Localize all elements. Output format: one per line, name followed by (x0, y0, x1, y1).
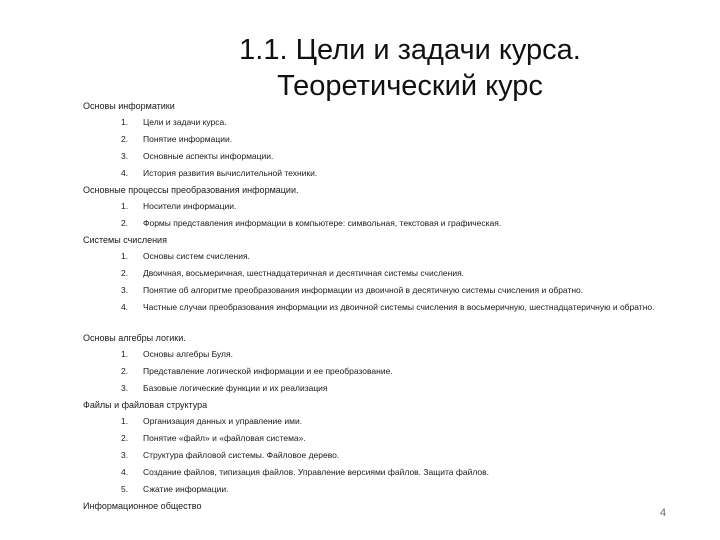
section-heading: Информационное общество (83, 501, 202, 511)
list-item-number: 5. (121, 484, 129, 494)
list-item-text: Структура файловой системы. Файловое дерево. (143, 450, 340, 460)
list-item (83, 217, 683, 234)
list-item (83, 365, 683, 382)
section-heading: Файлы и файловая структура (83, 400, 208, 410)
list-item-number: 2. (121, 268, 129, 278)
list-item-text: Цели и задачи курса. (143, 117, 227, 127)
list-item-text: Создание файлов, типизация файлов. Управление версиями файлов. Защита файлов. (143, 467, 490, 477)
list-item (83, 382, 683, 399)
list-item-text: Организация данных и управление ими. (143, 416, 303, 426)
list-item-text: Носители информации. (143, 201, 237, 211)
list-item-number: 2. (121, 433, 129, 443)
section-heading: Основы алгебры логики. (83, 333, 186, 343)
list-item-text: История развития вычислительной техники. (143, 168, 318, 178)
list-item-number: 2. (121, 218, 129, 228)
list-item (83, 348, 683, 365)
list-item-number: 4. (121, 168, 129, 178)
list-item (83, 415, 683, 432)
list-item (83, 301, 683, 332)
list-item (83, 150, 683, 167)
list-item-text: Двоичная, восьмеричная, шестнадцатеричная и десятичная системы счисления. (143, 268, 465, 278)
list-item-number: 1. (121, 201, 129, 211)
slide-title-line-2: Теоретический курс (277, 70, 543, 102)
list-item-text: Понятие «файл» и «файловая система». (143, 433, 306, 443)
list-item-number: 1. (121, 416, 129, 426)
list-item-number: 3. (121, 383, 129, 393)
list-item (83, 250, 683, 267)
list-item (83, 432, 683, 449)
list-item (83, 116, 683, 133)
list-item (83, 267, 683, 284)
list-item-number: 1. (121, 349, 129, 359)
list-item-text: Частные случаи преобразования информации из двоичной системы счисления в восьмеричную, шестнадцатеричную и обратно. (143, 302, 655, 312)
list-item-number: 2. (121, 134, 129, 144)
list-item (83, 284, 683, 301)
list-item-text: Формы представления информации в компьютере: символьная, текстовая и графическая. (143, 218, 502, 228)
list-item-number: 3. (121, 285, 129, 295)
section-heading: Основы информатики (83, 101, 175, 111)
list-item (83, 483, 683, 500)
slide-title (150, 32, 670, 104)
section-heading: Системы счисления (83, 235, 167, 245)
list-item-text: Основы систем счисления. (143, 251, 250, 261)
list-item-text: Сжатие информации. (143, 484, 229, 494)
list-item-number: 3. (121, 151, 129, 161)
section-heading: Основные процессы преобразования информации. (83, 185, 299, 195)
list-item-number: 4. (121, 302, 129, 312)
list-item-number: 1. (121, 117, 129, 127)
page-number: 4 (660, 507, 667, 519)
list-item (83, 133, 683, 150)
list-item (83, 167, 683, 184)
list-item (83, 200, 683, 217)
list-item-text: Основы алгебры Буля. (143, 349, 233, 359)
list-item-number: 1. (121, 251, 129, 261)
list-item (83, 449, 683, 466)
list-item-text: Понятие информации. (143, 134, 233, 144)
list-item-text: Базовые логические функции и их реализация (143, 383, 328, 393)
list-item-number: 2. (121, 366, 129, 376)
list-item-text: Понятие об алгоритме преобразования информации из двоичной в десятичную системы счисления и обратно. (143, 285, 584, 295)
list-item-text: Основные аспекты информации. (143, 151, 274, 161)
course-outline (83, 100, 683, 516)
list-item-text: Представление логической информации и ее преобразование. (143, 366, 393, 376)
list-item-number: 4. (121, 467, 129, 477)
list-item-number: 3. (121, 450, 129, 460)
list-item (83, 466, 683, 483)
slide-title-line-1: 1.1. Цели и задачи курса. (239, 34, 581, 66)
